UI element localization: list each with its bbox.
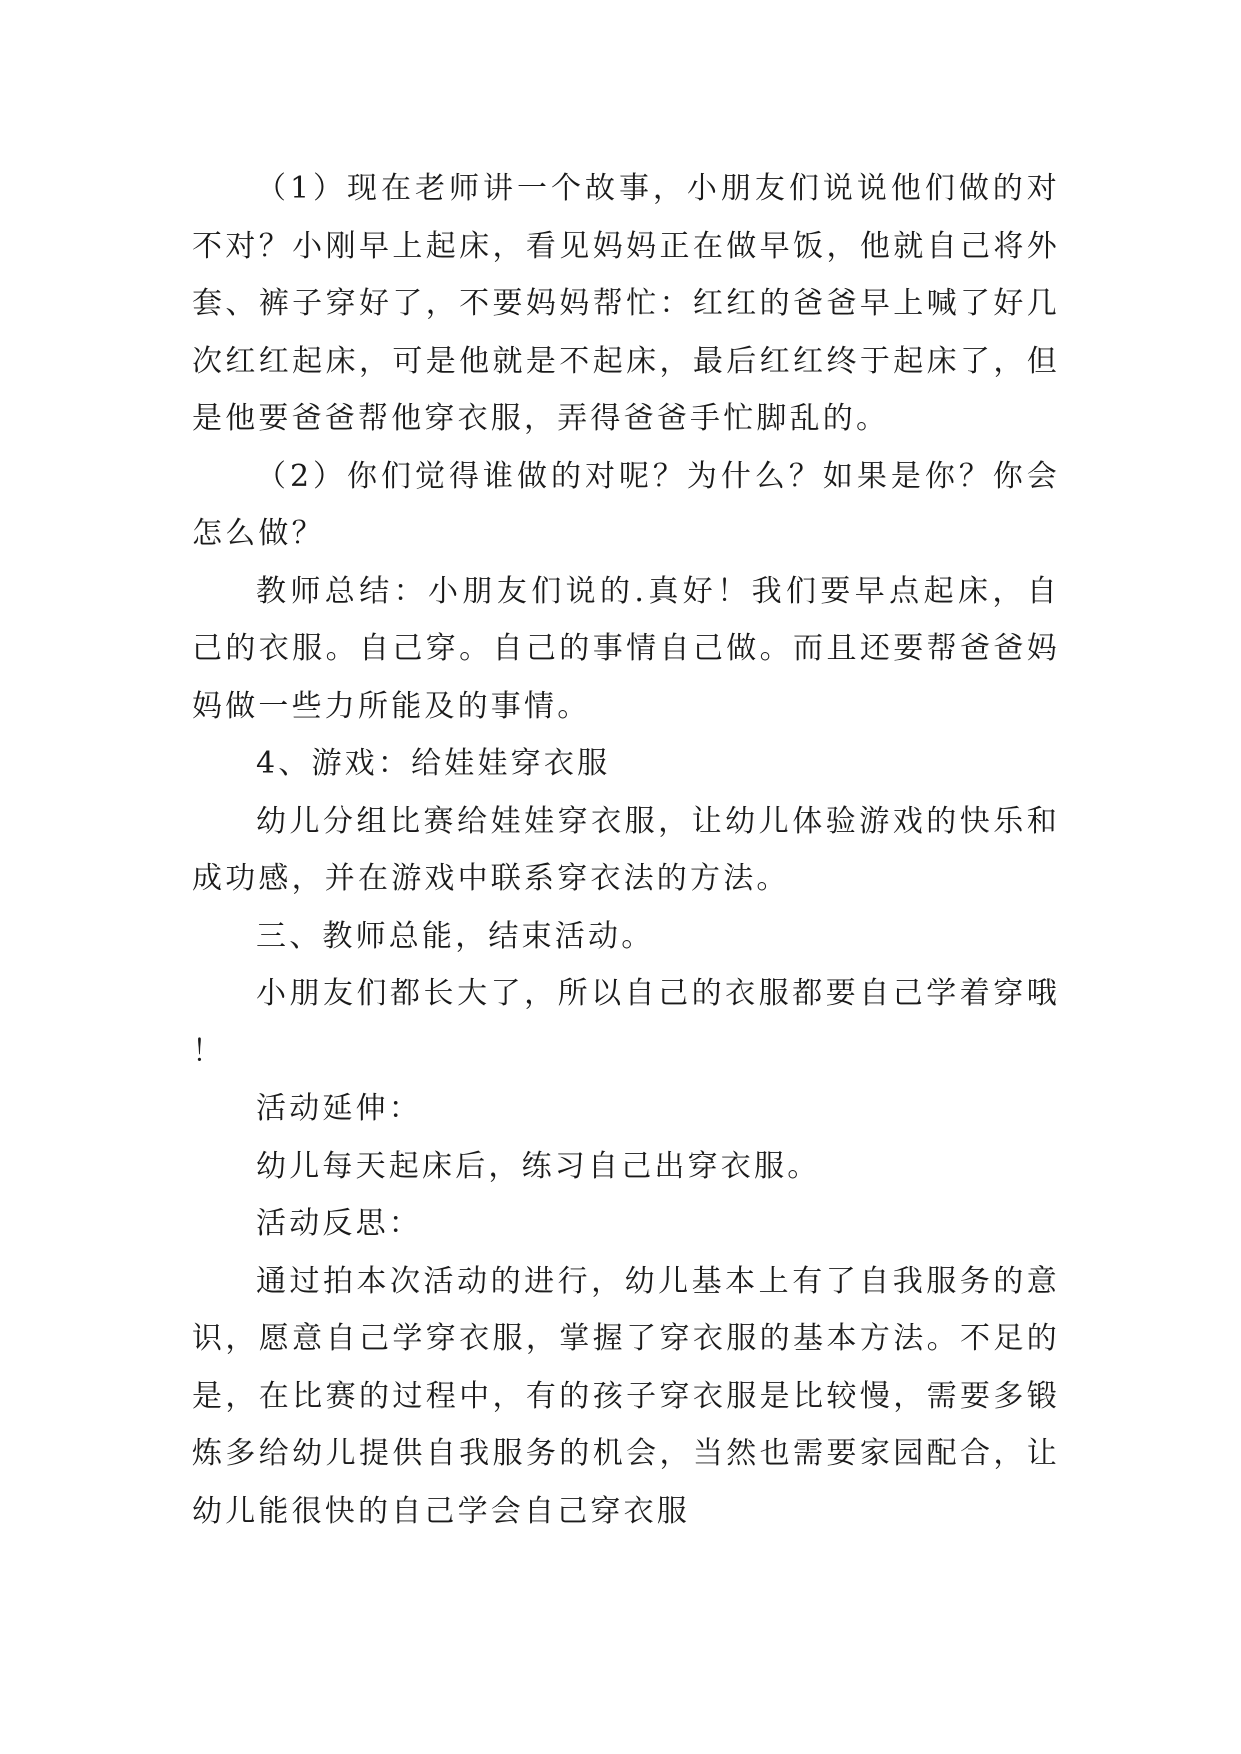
paragraph-game-description: 幼儿分组比赛给娃娃穿衣服，让幼儿体验游戏的快乐和成功感，并在游戏中联系穿衣法的方法。: [192, 803, 1060, 896]
paragraph-extension-heading: 活动延伸：: [256, 1091, 422, 1126]
paragraph-teacher-summary: 教师总结：小朋友们说的.真好！我们要早点起床，自己的衣服。自己穿。自己的事情自己做。而且还要帮爸爸妈妈做一些力所能及的事情。: [192, 573, 1060, 724]
paragraph-reflection-heading: 活动反思：: [256, 1206, 422, 1241]
paragraph-reflection-body: 通过拍本次活动的进行，幼儿基本上有了自我服务的意识，愿意自己学穿衣服，掌握了穿衣服的基本方法。不足的是，在比赛的过程中，有的孩子穿衣服是比较慢，需要多锻炼多给幼儿提供自我服务的机会，当然也需要家园配合，让幼儿能很快的自己学会自己穿衣服: [192, 1263, 1060, 1529]
paragraph-story-intro: （1）现在老师讲一个故事，小朋友们说说他们做的对不对？小刚早上起床，看见妈妈正在做早饭，他就自己将外套、裤子穿好了，不要妈妈帮忙：红红的爸爸早上喊了好几次红红起床，可是他就是不起床，最后红红终于起床了，但是他要爸爸帮他穿衣服，弄得爸爸手忙脚乱的。: [192, 171, 1060, 436]
paragraph-section-three-heading: 三、教师总能，结束活动。: [256, 918, 655, 954]
paragraph-closing-remark: 小朋友们都长大了，所以自己的衣服都要自己学着穿哦！: [192, 976, 1060, 1069]
paragraph-question: （2）你们觉得谁做的对呢？为什么？如果是你？你会怎么做？: [192, 458, 1060, 551]
paragraph-game-heading: 4、游戏：给娃娃穿衣服: [256, 746, 611, 781]
document-body: [192, 160, 1060, 1540]
paragraph-extension-body: 幼儿每天起床后，练习自己出穿衣服。: [256, 1148, 821, 1184]
